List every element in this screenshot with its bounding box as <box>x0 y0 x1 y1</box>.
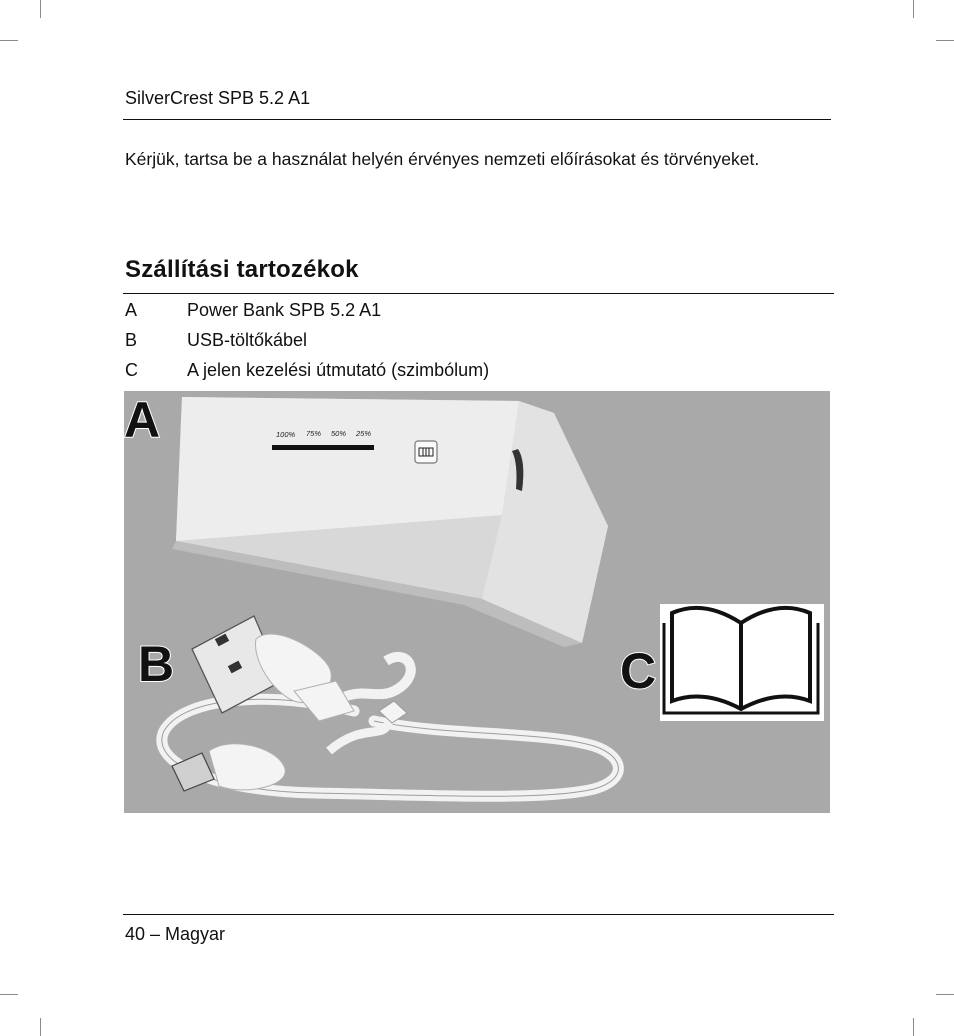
list-item <box>125 327 489 357</box>
page-footer: 40 – Magyar <box>125 924 226 944</box>
crop-mark <box>40 0 41 18</box>
item-text: A jelen kezelési útmutató (szimbólum) <box>187 360 490 380</box>
level-label: 75% <box>306 429 322 438</box>
figure-label-b: B <box>138 636 175 692</box>
list-item <box>125 357 489 387</box>
crop-mark <box>913 1018 914 1036</box>
item-letter: A <box>125 300 138 320</box>
contents-figure <box>124 391 830 813</box>
level-label: 100% <box>276 430 296 439</box>
figure-label-a: A <box>124 392 161 448</box>
contents-list <box>125 297 489 387</box>
figure-label-c: C <box>620 643 657 699</box>
level-label: 50% <box>331 429 347 438</box>
item-text: USB-töltőkábel <box>187 330 308 350</box>
list-item <box>125 297 489 327</box>
crop-mark <box>40 1018 41 1036</box>
item-text: Power Bank SPB 5.2 A1 <box>187 300 382 320</box>
footer-rule <box>123 914 834 915</box>
item-letter: C <box>125 360 138 380</box>
running-header: SilverCrest SPB 5.2 A1 <box>125 88 311 108</box>
crop-mark <box>936 40 954 41</box>
header-rule <box>123 119 831 120</box>
level-label: 25% <box>356 429 372 438</box>
section-title: Szállítási tartozékok <box>125 256 359 283</box>
intro-paragraph: Kérjük, tartsa be a használat helyén érvényes nemzeti előírásokat és törvényeket. <box>125 149 760 169</box>
crop-mark <box>936 994 954 995</box>
crop-mark <box>913 0 914 18</box>
item-letter: B <box>125 330 138 350</box>
book-icon <box>660 604 824 721</box>
crop-mark <box>0 40 18 41</box>
crop-mark <box>0 994 18 995</box>
section-rule <box>123 293 834 294</box>
